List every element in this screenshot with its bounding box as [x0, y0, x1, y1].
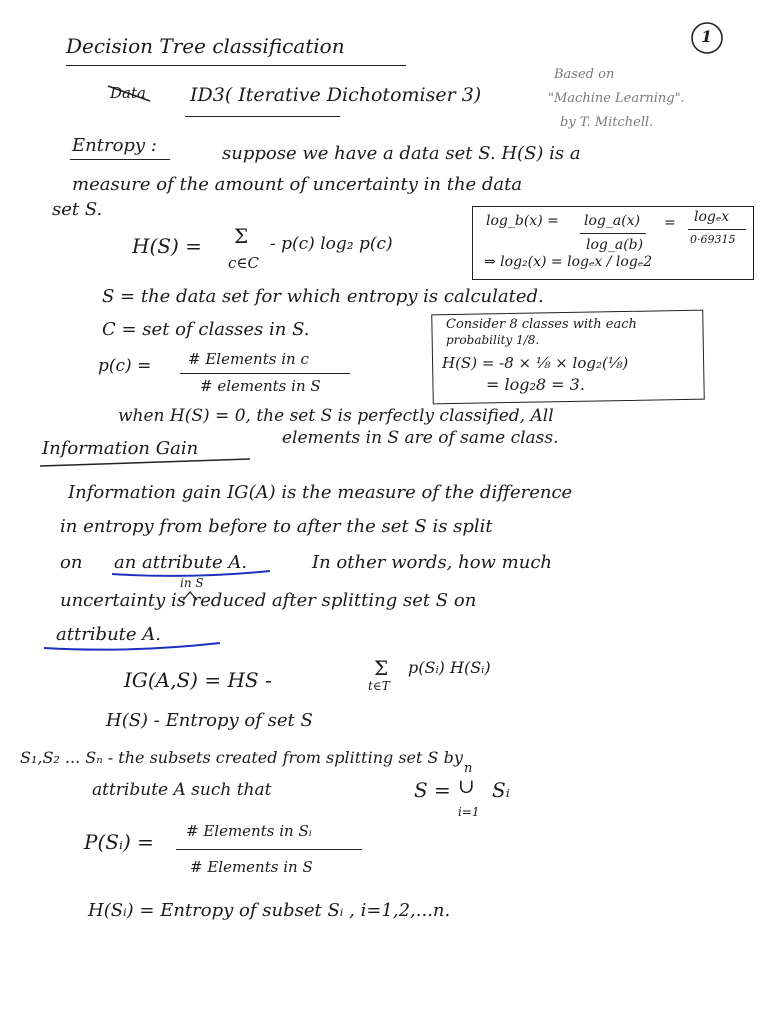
info-gain-line-4: uncertainty is reduced after splitting set S on — [60, 590, 477, 611]
info-gain-line-1: Information gain IG(A) is the measure of the difference — [68, 482, 573, 503]
psi-frac-line — [176, 849, 362, 850]
def-pc-lhs: p(c) = — [98, 356, 152, 376]
subsets-line-1: S₁,S₂ ... Sₙ - the subsets created from splitting set S by — [20, 748, 463, 767]
def-pc-den: # elements in S — [200, 377, 321, 395]
hsi-definition: H(Sᵢ) = Entropy of subset Sᵢ , i=1,2,...n. — [88, 900, 451, 921]
info-gain-line-2: in entropy from before to after the set S is split — [60, 516, 493, 537]
log-box-line-2: ⇒ log₂(x) = logₑx / logₑ2 — [484, 254, 653, 270]
log-box-lhs: log_b(x) = — [486, 213, 559, 229]
log-box-frac-line — [580, 233, 646, 234]
entropy-heading: Entropy : — [72, 135, 157, 156]
ig-sigma-sub: t∈T — [368, 679, 390, 693]
perfect-line-1: when H(S) = 0, the set S is perfectly classified, All — [118, 406, 554, 426]
psi-num: # Elements in Sᵢ — [186, 822, 312, 840]
ig-formula: IG(A,S) = HS - — [124, 668, 272, 692]
source-note-line-2: "Machine Learning". — [548, 91, 685, 106]
psi-den: # Elements in S — [190, 858, 313, 876]
ig-term: p(Sᵢ) H(Sᵢ) — [408, 658, 491, 677]
subsets-line-2: attribute A such that — [92, 780, 272, 800]
def-s: S = the data set for which entropy is calculated. — [102, 286, 544, 307]
def-pc-frac-line — [180, 373, 350, 374]
info-gain-line-3-start: on — [60, 552, 83, 573]
def-pc-num: # Elements in c — [188, 350, 309, 368]
union-top: n — [464, 761, 473, 776]
subtitle: ID3( Iterative Dichotomiser 3) — [190, 84, 482, 106]
entropy-line-2: measure of the amount of uncertainty in the data — [72, 174, 523, 195]
subtitle-underline — [185, 116, 340, 117]
ig-sigma: Σ — [374, 656, 389, 680]
page-number: 1 — [701, 27, 713, 46]
log-box-eq: = — [664, 215, 676, 231]
source-note-line-3: by T. Mitchell. — [560, 115, 654, 130]
def-c: C = set of classes in S. — [102, 319, 310, 340]
page-title: Decision Tree classification — [66, 34, 345, 58]
log-box-num: log_a(x) — [584, 213, 641, 229]
insert-in-s: in S — [180, 576, 204, 590]
union-lhs: S = — [414, 778, 451, 802]
info-gain-line-5: attribute A. — [56, 624, 162, 645]
perfect-line-2: elements in S are of same class. — [282, 428, 559, 448]
attribute-link: an attribute A. — [114, 552, 248, 573]
entropy-line-1: suppose we have a data set S. H(S) is a — [222, 143, 581, 164]
entropy-line-3: set S. — [52, 199, 103, 220]
info-gain-rule — [40, 459, 250, 466]
union-rhs: Sᵢ — [492, 778, 510, 802]
info-gain-heading: Information Gain — [42, 438, 199, 459]
log-box-frac-line-2 — [688, 229, 746, 230]
entropy-formula-rhs: - p(c) log₂ p(c) — [270, 234, 393, 254]
entropy-sigma-sub: c∈C — [228, 254, 259, 272]
example-line-1: Consider 8 classes with each — [446, 317, 637, 332]
log-box-num2: logₑx — [694, 209, 730, 225]
entropy-sigma: Σ — [234, 224, 249, 248]
source-note-line-1: Based on — [554, 67, 615, 82]
struck-word: Data — [110, 84, 146, 102]
example-line-2: probability 1/8. — [446, 333, 540, 347]
union-bottom: i=1 — [458, 805, 480, 819]
entropy-heading-underline — [70, 159, 170, 160]
title-underline — [66, 65, 406, 66]
hs-definition: H(S) - Entropy of set S — [106, 710, 313, 731]
info-gain-line-3-end: In other words, how much — [312, 552, 553, 573]
union-symbol: ∪ — [458, 774, 475, 798]
entropy-formula-lhs: H(S) = — [132, 234, 202, 258]
psi-lhs: P(Sᵢ) = — [84, 830, 154, 854]
example-line-3: H(S) = -8 × ⅛ × log₂(⅛) — [442, 354, 629, 372]
log-box-den: log_a(b) — [586, 237, 644, 253]
example-line-4: = log₂8 = 3. — [486, 375, 585, 394]
log-box-den2: 0·69315 — [690, 233, 736, 246]
